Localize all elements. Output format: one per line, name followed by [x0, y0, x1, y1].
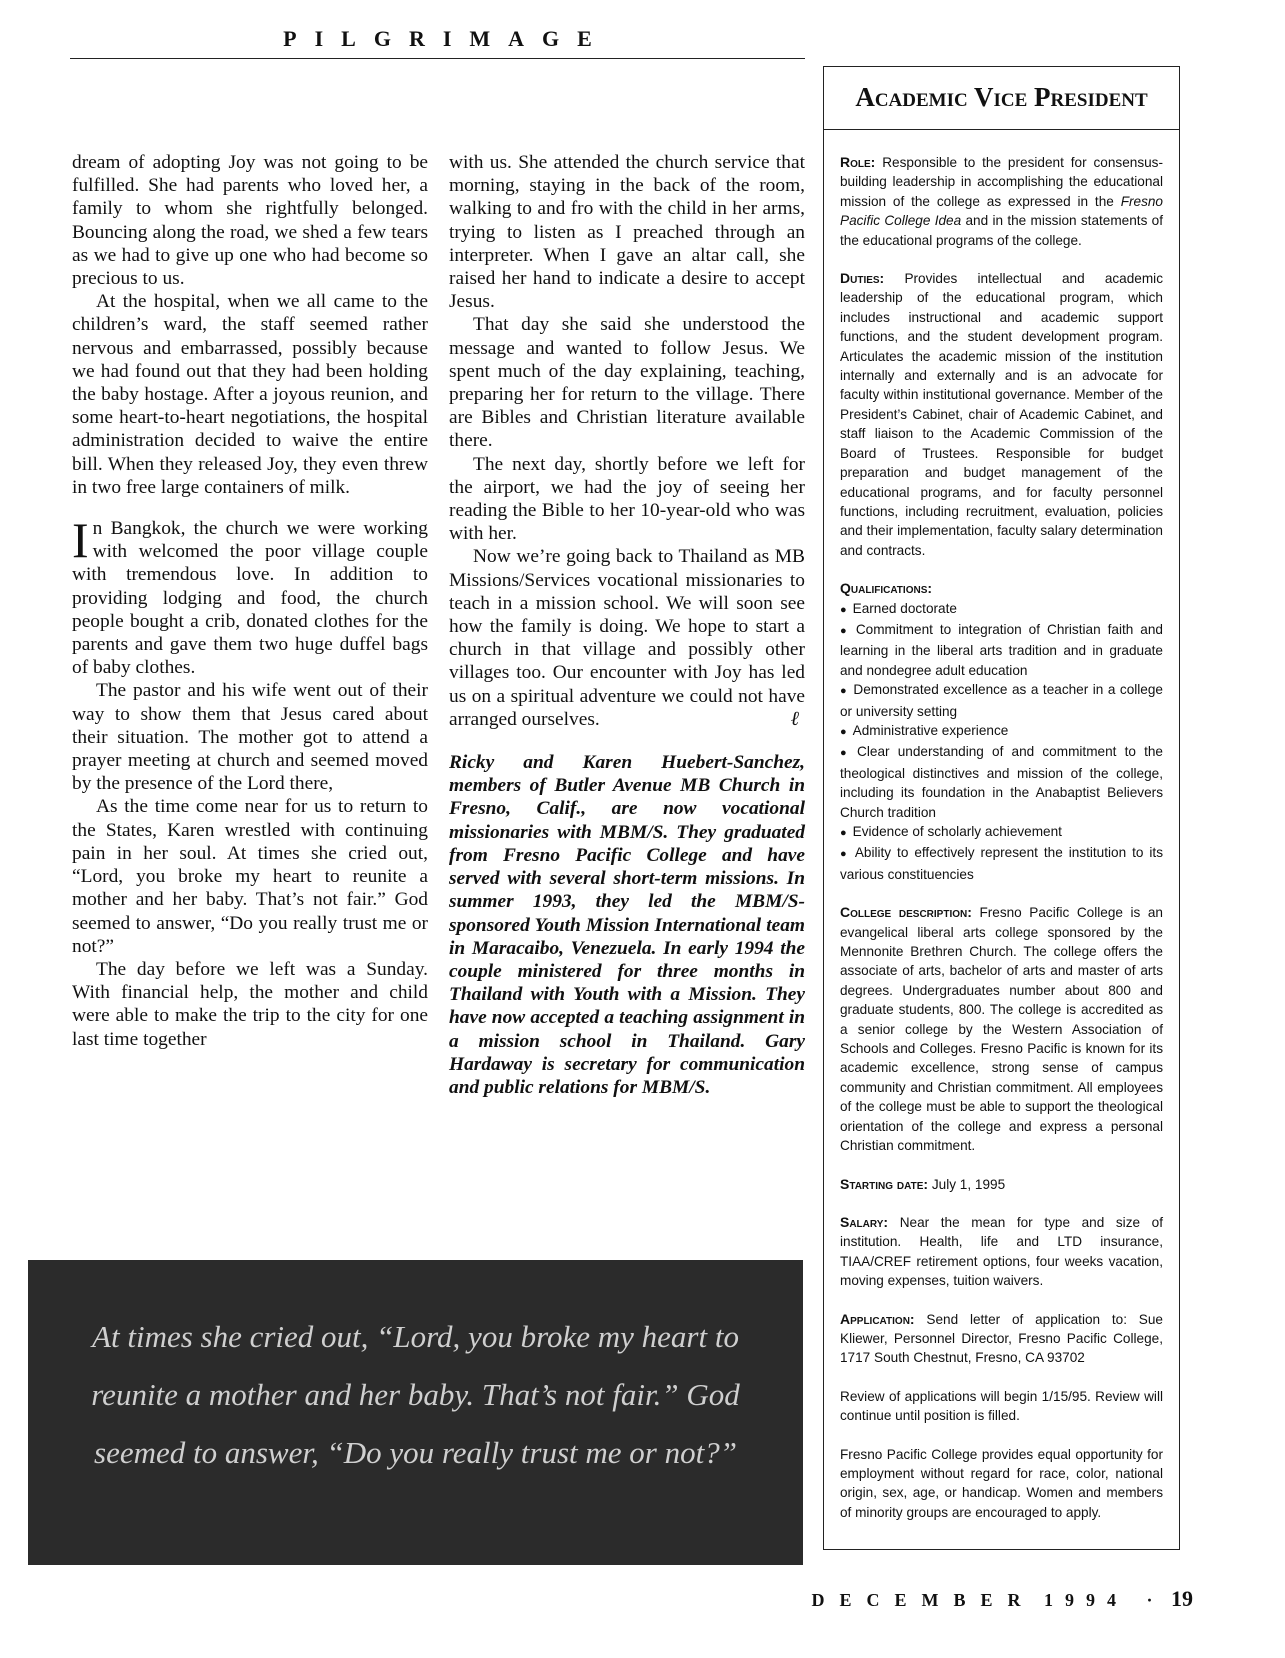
role-text: Responsible to the president for consensus-building leadership in accomplishing the educational mission of the college as expressed in the [840, 155, 1163, 209]
article-column-2 [449, 151, 805, 1099]
starting-date-text: July 1, 1995 [931, 1176, 1006, 1192]
role-section [840, 153, 1163, 250]
salary-label: Salary: [840, 1213, 889, 1230]
end-mark-icon: ℓ [790, 707, 799, 730]
duties-section [840, 269, 1163, 560]
pull-quote-text: At times she cried out, “Lord, you broke my heart to reunite a mother and her baby. That’s not fair.” God seemed to answer, “Do you really trust me or not?” [91, 1319, 740, 1470]
sidebar-body [840, 129, 1163, 1522]
job-posting-sidebar [823, 66, 1180, 1550]
paragraph-dropcap [72, 512, 428, 679]
role-text-2: and in the mission statements of the educational programs of the college. [840, 213, 1163, 248]
duties-text: Provides intellectual and academic leadership of the educational program, which includes instructional and academic support functions, and the student development program. Articulates the academic mission of the institution internally and externally and is an advocate for faculty within institutional governance. Member of the President’s Cabinet, chair of Academic Cabinet, and staff liaison to the Academic Commission of the Board of Trustees. Responsible for budget preparation and budget management of the educational programs, and for faculty personnel functions, including recruitment, evaluation, policies and their implementation, faculty salary determination and contracts. [840, 271, 1164, 558]
qualification-item: ● Evidence of scholarly achievement [840, 822, 1163, 843]
article-column-1 [72, 151, 428, 1051]
role-label: Role: [840, 154, 876, 170]
paragraph: dream of adopting Joy was not going to be fulfilled. She had parents who loved her, a family to whom she rightfully belonged. Bouncing along the road, we shed a few tears as we had to give up one who had become so precious to us. [72, 152, 428, 290]
pull-quote-box [28, 1260, 803, 1565]
application-label: Application: [840, 1310, 915, 1327]
footer-separator: · [1146, 1590, 1153, 1610]
paragraph-text: n Bangkok, the church we were working with welcomed the poor village couple with tremendous love. In addition to providing lodging and food, the church people bought a crib, donated clothes for the parents and gave them two huge duffel bags of baby clothes. [72, 518, 428, 679]
running-head [70, 22, 805, 59]
qualifications-label: Qualifications: [840, 580, 933, 597]
role-italic-text: Fresno Pacific College Idea [840, 193, 1163, 229]
paragraph: That day she said she understood the message and wanted to follow Jesus. We spent much of the day explaining, teaching, preparing her for return to the village. There are Bibles and Christian literature available there. [449, 314, 805, 452]
page-number: 19 [1171, 1586, 1193, 1611]
issue-month: DECEMBER [811, 1590, 1036, 1610]
college-description-label: College description: [840, 904, 972, 921]
paragraph: At the hospital, when we all came to the children’s ward, the staff seemed rather nervous and embarrassed, possibly because we had found out that they had been holding the baby hostage. After a joyous reunion, and some heart-to-heart negotiations, the hospital administration decided to waive the entire bill. When they released Joy, they even threw in two free large containers of milk. [72, 291, 428, 498]
qualification-item: ● Earned doctorate [840, 599, 1163, 620]
issue-year: 1994 [1043, 1590, 1128, 1610]
application-section [840, 1310, 1163, 1368]
salary-section [840, 1213, 1163, 1291]
qualification-item: ● Ability to effectively represent the institution to its various constituencies [840, 843, 1163, 884]
qualification-item: ● Clear understanding of and commitment to the theological distinctives and mission of the college, including its foundation in the Anabaptist Believers Church tradition [840, 742, 1163, 822]
starting-date-section [840, 1175, 1163, 1194]
qualification-item: ● Demonstrated excellence as a teacher in a college or university setting [840, 680, 1163, 721]
college-description-section [840, 903, 1163, 1155]
qualification-item: ● Administrative experience [840, 721, 1163, 742]
salary-text: Near the mean for type and size of institution. Health, life and LTD insurance, TIAA/CREF retirement options, four weeks vacation, moving expenses, tuition waivers. [840, 1214, 1163, 1289]
starting-date-label: Starting date: [840, 1175, 929, 1192]
page-footer [811, 1586, 1193, 1612]
application-text: Send letter of application to: Sue Kliewer, Personnel Director, Fresno Pacific College, 1717 South Chestnut, Fresno, CA 93702 [840, 1311, 1163, 1366]
equal-opportunity-note: Fresno Pacific College provides equal opportunity for employment without regard for race, color, national origin, sex, age, or handicap. Women and members of minority groups are encouraged to apply. [840, 1446, 1163, 1520]
paragraph: As the time come near for us to return to the States, Karen wrestled with continuing pain in her soul. At times she cried out, “Lord, you broke my heart to reunite a mother and her baby. That’s not fair.” God seemed to answer, “Do you really trust me or not?” [72, 796, 428, 957]
college-description-text: Fresno Pacific College is an evangelical liberal arts college sponsored by the Mennonite Brethren Church. The college offers the associate of arts, bachelor of arts and master of arts degrees. Undergraduates number about 800 and graduate students, 800. The college is accredited as a senior college by the Western Association of Schools and Colleges. Fresno Pacific is known for its academic excellence, strong sense of campus community and Christian commitment. All employees of the college must be able to support the theological orientation of the college and express a personal Christian commitment. [840, 905, 1163, 1154]
running-head-title: PILGRIMAGE [283, 26, 610, 51]
duties-label: Duties: [840, 270, 885, 287]
sidebar-title: Academic Vice President [855, 82, 1148, 112]
qualification-item: ● Commitment to integration of Christian faith and learning in the liberal arts tradition and in graduate and nondegree adult education [840, 620, 1163, 680]
paragraph: The pastor and his wife went out of their way to show them that Jesus cared about their situation. The mother got to attend a prayer meeting at church and seemed moved by the presence of the Lord there, [72, 680, 428, 795]
paragraph-text: Now we’re going back to Thailand as MB Missions/Services vocational missionaries to teach in a mission school. We will soon see how the family is doing. We hope to start a church in that village and possibly other villages too. Our encounter with Joy has led us on a spiritual adventure we could not have arranged ourselves. [449, 546, 805, 730]
paragraph: with us. She attended the church service that morning, staying in the back of the room, walking to and fro with the child in her arms, trying to listen as I preached through an interpreter. When I gave an altar call, she raised her hand to indicate a desire to accept Jesus. [449, 152, 805, 313]
drop-cap: I [72, 512, 89, 569]
paragraph-final [449, 545, 805, 731]
author-bio: Ricky and Karen Huebert-Sanchez, members of Butler Avenue MB Church in Fresno, Calif., are now vocational missionaries with MBM/S. They graduated from Fresno Pacific College and have served with several short-term missions. In summer 1993, they led the MBM/S-sponsored Youth Mission International team in Maracaibo, Venezuela. In early 1994 the couple ministered for three months in Thailand with Youth with a Mission. They have now accepted a teaching assignment in a mission school in Thailand. Gary Hardaway is secretary for communication and public relations for MBM/S. [449, 752, 805, 1098]
paragraph: The next day, shortly before we left for the airport, we had the joy of seeing her reading the Bible to her 10-year-old who was with her. [449, 453, 805, 545]
review-note: Review of applications will begin 1/15/95. Review will continue until position is filled. [840, 1388, 1163, 1424]
paragraph: The day before we left was a Sunday. With financial help, the mother and child were able to make the trip to the city for one last time together [72, 958, 428, 1050]
qualifications-section [840, 579, 1163, 598]
